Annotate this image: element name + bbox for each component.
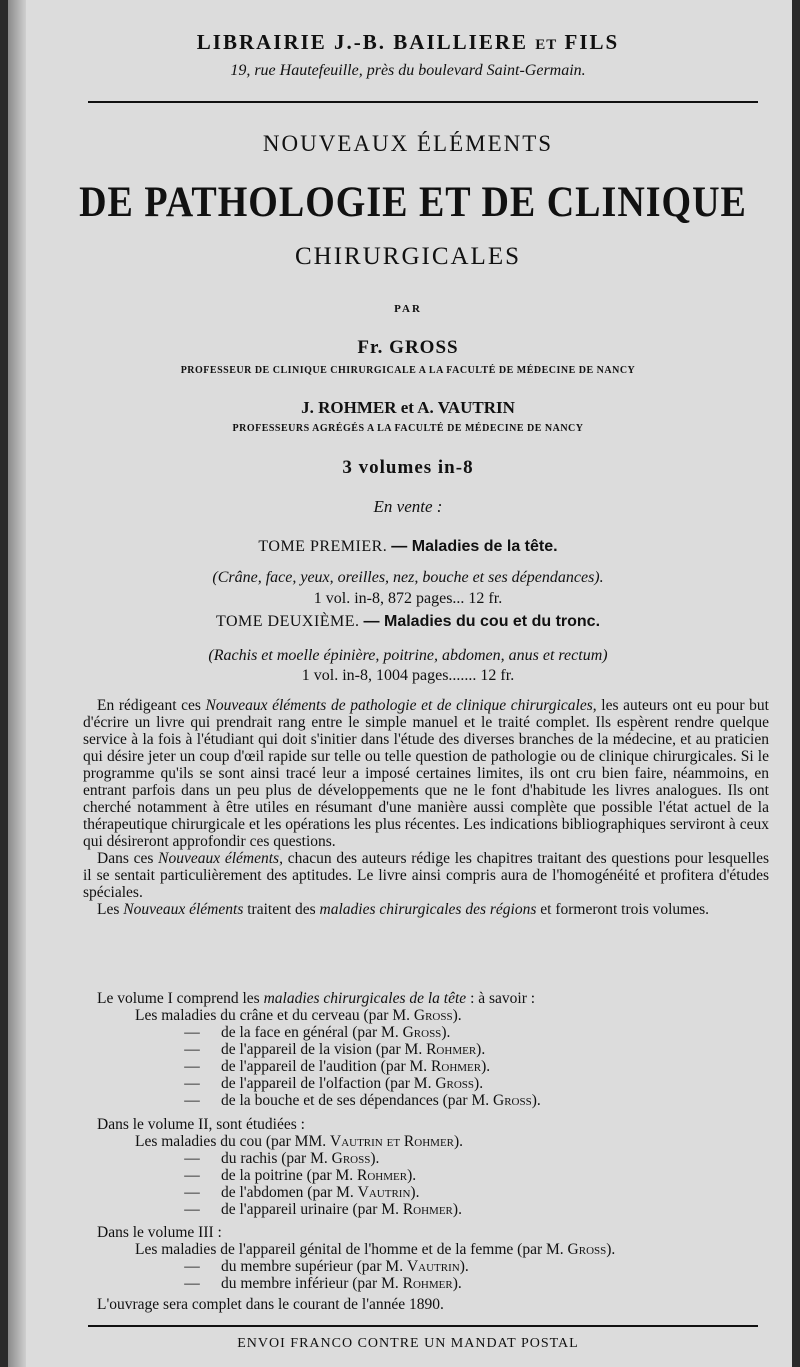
tome-2-name: TOME DEUXIÈME. xyxy=(215,613,360,630)
tome-2-subject: — Maladies du cou et du tronc. xyxy=(363,613,601,630)
publisher-header xyxy=(48,30,768,55)
en-vente-label: En vente : xyxy=(373,497,443,516)
document-page xyxy=(8,0,792,1367)
title-line-2: DE PATHOLOGIE ET DE CLINIQUE xyxy=(79,177,747,227)
paragraph-2: Dans ces Nouveaux éléments, chacun des auteurs rédige les chapitres traitant des questions pour lesquelles il se sentait particulièrement des aptitudes. Le livre ainsi compris aura de l'homogénéité et profitera d'études spéciales. xyxy=(83,850,769,901)
par-label: PAR xyxy=(394,303,422,315)
list-item: — du rachis (par M. Gross). xyxy=(184,1150,380,1167)
tome-1-name: TOME PREMIER. xyxy=(258,538,388,555)
list-item: — de l'appareil de la vision (par M. Rohmer). xyxy=(184,1041,486,1058)
list-item: Les maladies du crâne et du cerveau (par M. Gross). xyxy=(135,1007,462,1024)
list-item: — de l'appareil urinaire (par M. Rohmer). xyxy=(184,1201,462,1218)
volume-1-intro: Le volume I comprend les maladies chirurgicales de la tête : à savoir : xyxy=(97,990,536,1007)
list-item: — de l'abdomen (par M. Vautrin). xyxy=(184,1184,420,1201)
list-item: Les maladies de l'appareil génital de l'homme et de la femme (par M. Gross). xyxy=(135,1241,616,1258)
list-item: — du membre supérieur (par M. Vautrin). xyxy=(184,1258,469,1275)
author-name: Fr. GROSS xyxy=(357,337,459,358)
tome-1-contents: (Crâne, face, yeux, oreilles, nez, bouche et ses dépendances). xyxy=(212,569,604,586)
coauthors-title: PROFESSEURS AGRÉGÉS A LA FACULTÉ DE MÉDECINE DE NANCY xyxy=(232,423,584,434)
volume-1-list xyxy=(83,990,783,1109)
publisher-name: LIBRAIRIE J.-B. BAILLIERE xyxy=(196,30,529,54)
tome-1-info: 1 vol. in-8, 872 pages... 12 fr. xyxy=(313,590,503,607)
volumes-count: 3 volumes in-8 xyxy=(342,457,474,478)
paragraph-1: En rédigeant ces Nouveaux éléments de pathologie et de clinique chirurgicales, les auteurs ont eu pour but d'écrire un livre qui prendrait rang entre le simple manuel et le traité complet. Ils espèrent rendre quelque service à la fois à l'étudiant qui doit s'initier dans l'étude des diverses branches de la médecine, et au praticien qui désire jeter un coup d'œil rapide sur telle ou telle question de pathologie ou de clinique chirurgicales. Si le programme qu'ils se sont ainsi tracé leur a imposé certaines limites, ils ont cru bien faire, néammoins, en entrant parfois dans un peu plus de développements que ne le font d'habitude les livres analogues. Ils ont cherché notamment à être utiles en résumant d'une manière aussi complète que possible l'état actuel de la thérapeutique chirurgicale et les opérations les plus récentes. Les indications bibliographiques serviront à ceux qui désireront approfondir ces questions. xyxy=(83,697,769,850)
title-line-1: NOUVEAUX ÉLÉMENTS xyxy=(262,131,554,156)
publisher-et: ET xyxy=(535,37,558,53)
description-text xyxy=(83,697,769,918)
paragraph-3: Les Nouveaux éléments traitent des maladies chirurgicales des régions et formeront trois volumes. xyxy=(97,901,710,918)
footer-rule xyxy=(88,1325,758,1327)
list-item: — du membre inférieur (par M. Rohmer). xyxy=(184,1275,462,1292)
volume-2-intro: Dans le volume II, sont étudiées : xyxy=(97,1116,305,1133)
tome-2-contents: (Rachis et moelle épinière, poitrine, abdomen, anus et rectum) xyxy=(208,647,608,664)
volume-3-intro: Dans le volume III : xyxy=(97,1224,222,1241)
author-title: PROFESSEUR DE CLINIQUE CHIRURGICALE A LA FACULTÉ DE MÉDECINE DE NANCY xyxy=(180,365,636,376)
completion-note: L'ouvrage sera complet dans le courant de l'année 1890. xyxy=(97,1296,444,1313)
tome-1-heading xyxy=(48,538,768,556)
volume-2-list xyxy=(83,1116,783,1218)
list-item: — de la bouche et de ses dépendances (par M. Gross). xyxy=(184,1092,541,1109)
list-item: — de l'appareil de l'olfaction (par M. Gross). xyxy=(184,1075,484,1092)
page-edge xyxy=(8,0,26,1367)
tome-2-heading xyxy=(48,613,768,631)
list-item: — de la face en général (par M. Gross). xyxy=(184,1024,451,1041)
publisher-fils: FILS xyxy=(564,30,620,54)
header-rule xyxy=(88,101,758,103)
publisher-address: 19, rue Hautefeuille, près du boulevard Saint-Germain. xyxy=(230,62,586,79)
volume-3-list xyxy=(83,1224,783,1313)
tome-1-subject: — Maladies de la tête. xyxy=(391,538,558,555)
title-line-3: CHIRURGICALES xyxy=(294,243,521,270)
footer-text: ENVOI FRANCO CONTRE UN MANDAT POSTAL xyxy=(237,1336,579,1351)
list-item: Les maladies du cou (par MM. Vautrin et Rohmer). xyxy=(135,1133,464,1150)
list-item: — de l'appareil de l'audition (par M. Rohmer). xyxy=(184,1058,491,1075)
coauthors-names: J. ROHMER et A. VAUTRIN xyxy=(301,398,515,417)
list-item: — de la poitrine (par M. Rohmer). xyxy=(184,1167,417,1184)
tome-2-info: 1 vol. in-8, 1004 pages....... 12 fr. xyxy=(301,667,515,684)
